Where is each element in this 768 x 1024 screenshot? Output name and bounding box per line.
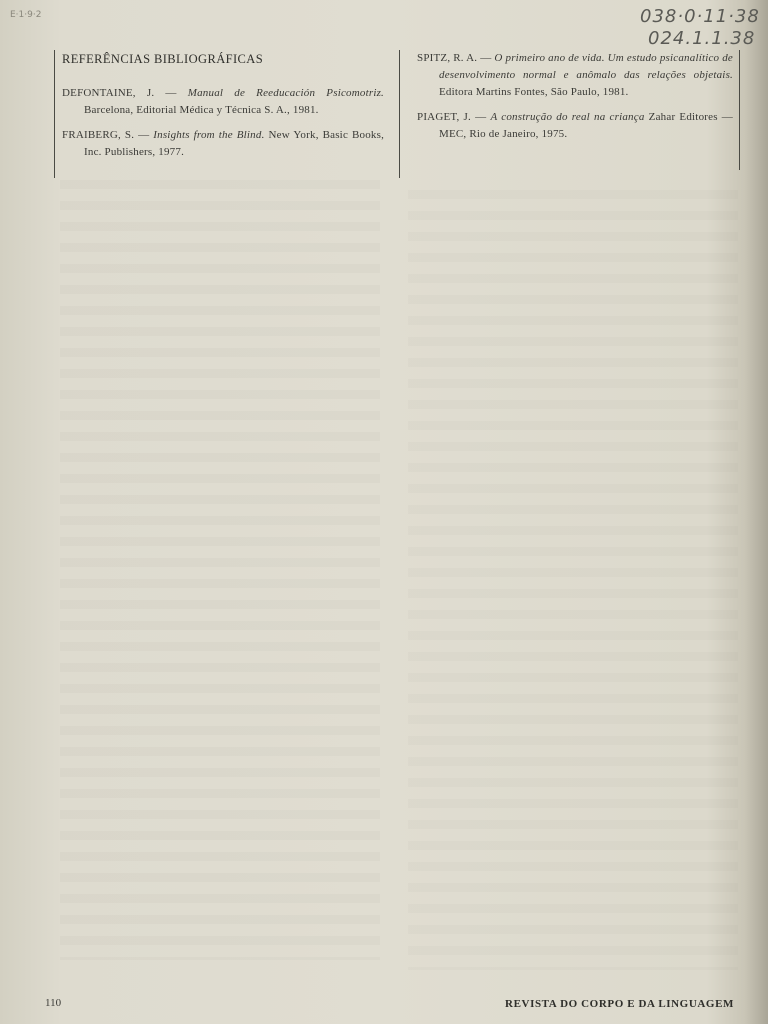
reference-title: Insights from the Blind. [153,129,265,141]
handwritten-line-2: 024.1.1.38 [648,28,756,49]
reference-entry [62,127,384,161]
reference-publisher: New York, Basic Books, Inc. Publishers, 1977. [84,129,385,158]
reference-author: PIAGET, J. — [417,111,487,123]
reference-entry [417,109,733,143]
reference-author: SPITZ, R. A. — [417,52,492,64]
catalog-mark: E·1·9·2 [10,10,42,20]
section-heading: REFERÊNCIAS BIBLIOGRÁFICAS [62,52,264,66]
handwritten-line-1: 038·0·11·38 [640,6,760,27]
column-rule-left [54,50,55,178]
reference-publisher: Editora Martins Fontes, São Paulo, 1981. [439,86,629,98]
references-column-left [62,50,384,169]
reference-publisher: Barcelona, Editorial Médica y Técnica S. A., 1981. [84,104,319,116]
reference-title: O primeiro ano de vida. Um estudo psicanalítico de desenvolvimento normal e anômalo das relações objetais. [439,52,734,81]
reference-title: Manual de Reeducación Psicomotriz. [187,87,385,99]
column-rule-middle [399,50,400,178]
handwritten-annotation [640,6,760,50]
reference-author: FRAIBERG, S. — [62,129,150,141]
column-rule-right [739,50,740,170]
journal-title: REVISTA DO CORPO E DA LINGUAGEM [505,998,734,1010]
reference-author: DEFONTAINE, J. — [62,87,177,99]
reference-publisher: Zahar Editores — MEC, Rio de Janeiro, 1975. [439,111,734,140]
show-through-text-left [60,180,380,960]
reference-entry [62,85,384,119]
reference-entry [417,50,733,101]
references-column-right [417,50,733,151]
show-through-text-right [408,190,738,970]
reference-title: A construção do real na criança [490,111,645,123]
page-number: 110 [45,997,62,1009]
